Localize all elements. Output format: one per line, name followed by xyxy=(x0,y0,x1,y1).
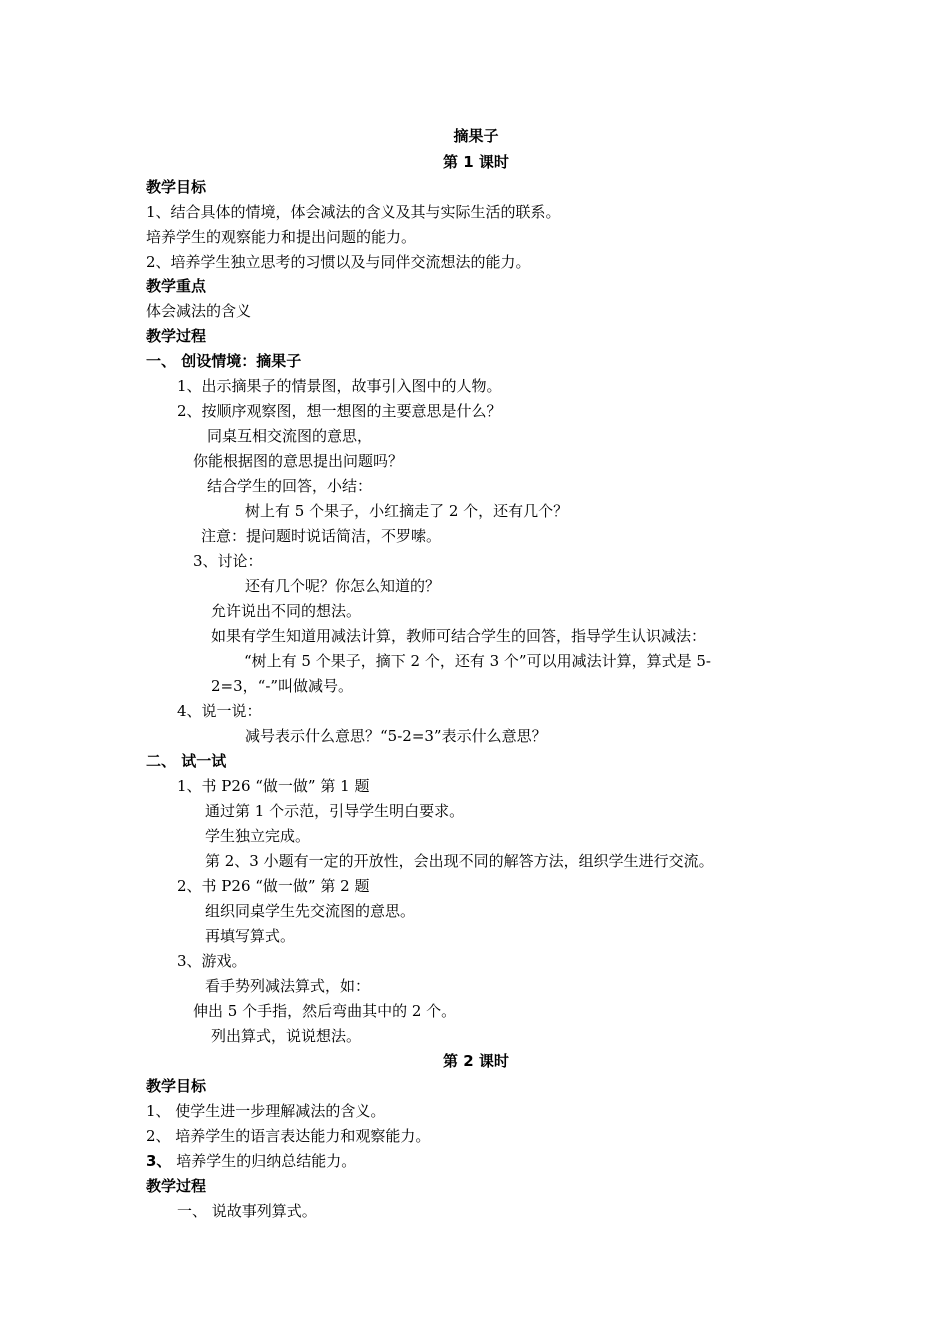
part1-line: “树上有 5 个果子，摘下 2 个，还有 3 个”可以用减法计算，算式是 5- xyxy=(244,652,711,670)
part1-line: 注意：提问题时说话简洁，不罗嗦。 xyxy=(201,527,442,545)
part1-line: 同桌互相交流图的意思， xyxy=(207,427,373,445)
part1-line: 还有几个呢？你怎么知道的？ xyxy=(245,577,441,595)
part2-line: 列出算式，说说想法。 xyxy=(211,1027,362,1045)
part2-line: 3、游戏。 xyxy=(177,952,247,970)
part2-line: 看手势列减法算式，如： xyxy=(205,977,371,995)
part2-line: 第 2、3 小题有一定的开放性，会出现不同的解答方法，组织学生进行交流。 xyxy=(205,852,714,870)
objective-number: 3、 xyxy=(146,1152,172,1170)
lesson2-objective xyxy=(146,1151,356,1171)
lesson2-objective: 2、 培养学生的语言表达能力和观察能力。 xyxy=(146,1127,431,1145)
part1-line: 1、出示摘果子的情景图，故事引入图中的人物。 xyxy=(177,377,502,395)
lesson2-process-heading: 教学过程 xyxy=(146,1177,207,1195)
part1-line: 结合学生的回答，小结： xyxy=(207,477,373,495)
part1-line: 如果有学生知道用减法计算，教师可结合学生的回答，指导学生认识减法： xyxy=(211,627,707,645)
part1-line: 4、说一说： xyxy=(177,702,262,720)
part2-line: 伸出 5 个手指，然后弯曲其中的 2 个。 xyxy=(193,1002,457,1020)
lesson1-focus: 体会减法的含义 xyxy=(146,302,252,320)
part2-line: 1、书 P26 “做一做” 第 1 题 xyxy=(177,777,370,795)
part1-line: 3、讨论： xyxy=(193,552,263,570)
lesson1-objective: 2、培养学生独立思考的习惯以及与同伴交流想法的能力。 xyxy=(146,253,531,271)
lesson1-objective: 1、结合具体的情境，体会减法的含义及其与实际生活的联系。 xyxy=(146,203,561,221)
part1-line: 树上有 5 个果子，小红摘走了 2 个，还有几个？ xyxy=(245,502,569,520)
lesson2-process-line: 一、 说故事列算式。 xyxy=(177,1202,317,1220)
part1-line: 允许说出不同的想法。 xyxy=(211,602,362,620)
part2-line: 2、书 P26 “做一做” 第 2 题 xyxy=(177,877,370,895)
part2-line: 通过第 1 个示范，引导学生明白要求。 xyxy=(205,802,465,820)
lesson2-subtitle: 第 2 课时 xyxy=(443,1052,509,1070)
lesson1-objective: 培养学生的观察能力和提出问题的能力。 xyxy=(146,228,417,246)
lesson1-objectives-heading: 教学目标 xyxy=(146,178,207,196)
lesson1-process-heading: 教学过程 xyxy=(146,327,207,345)
lesson2-objective: 1、 使学生进一步理解减法的含义。 xyxy=(146,1102,386,1120)
lesson1-subtitle: 第 1 课时 xyxy=(443,153,509,171)
part1-line: 你能根据图的意思提出问题吗？ xyxy=(193,452,404,470)
part2-line: 组织同桌学生先交流图的意思。 xyxy=(205,902,416,920)
part1-line: 2=3，“-”叫做减号。 xyxy=(211,677,354,695)
part1-line: 2、按顺序观察图，想一想图的主要意思是什么？ xyxy=(177,402,502,420)
part1-line: 减号表示什么意思？“5-2=3”表示什么意思？ xyxy=(245,727,547,745)
objective-text: 培养学生的归纳总结能力。 xyxy=(176,1152,357,1170)
document-title: 摘果子 xyxy=(453,127,499,145)
part1-heading: 一、 创设情境：摘果子 xyxy=(146,352,302,370)
part2-heading: 二、 试一试 xyxy=(146,752,227,770)
lesson1-focus-heading: 教学重点 xyxy=(146,277,207,295)
part2-line: 再填写算式。 xyxy=(205,927,296,945)
part2-line: 学生独立完成。 xyxy=(205,827,311,845)
lesson2-objectives-heading: 教学目标 xyxy=(146,1077,207,1095)
